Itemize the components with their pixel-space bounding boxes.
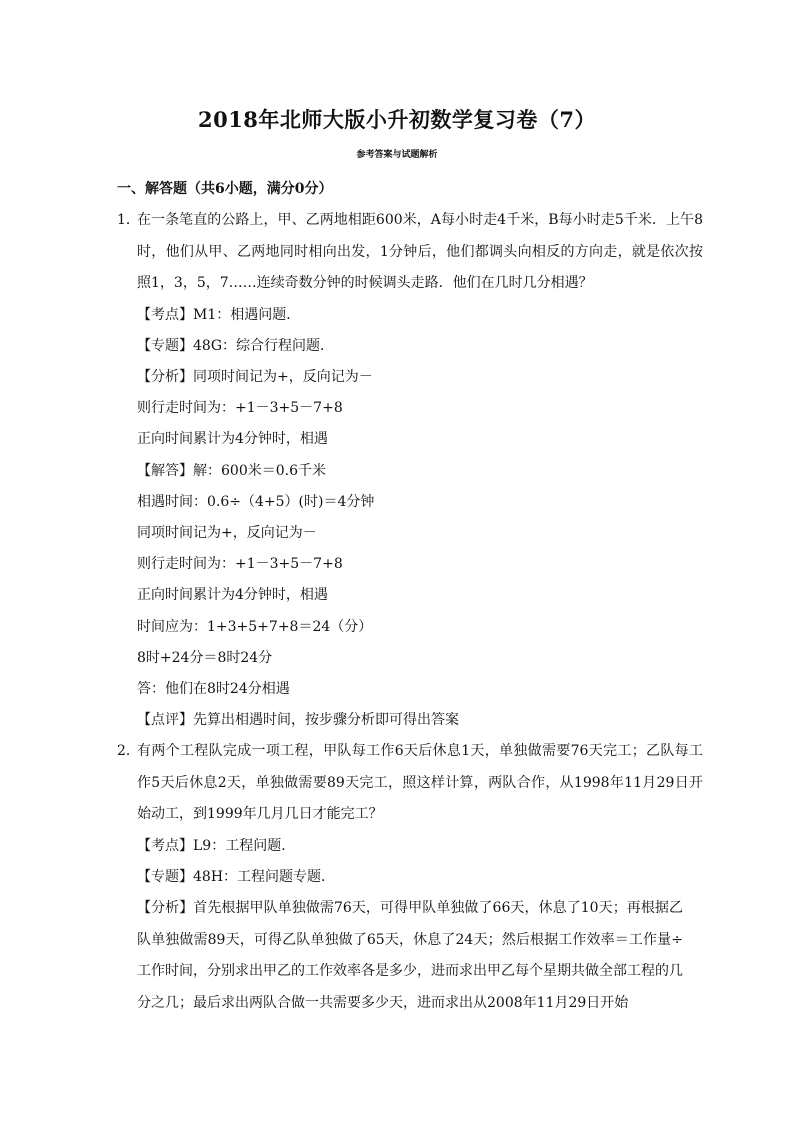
solution-step: 8时+24分＝8时24分 bbox=[137, 649, 273, 666]
final-answer: 答：他们在8时24分相遇 bbox=[137, 680, 290, 697]
knowledge-point-line: 【考点】L9：工程问题． bbox=[137, 837, 296, 854]
analysis-paragraph: 【分析】首先根据甲队单独做需76天，可得甲队单独做了66天，休息了10天；再根据乙队单独做需89天，可得乙队单独做了65天，休息了24天；然后根据工作效率＝工作量÷工作时间，分别求出甲乙的工作效率各是多少，进而求出甲乙每个星期共做全部工程的几分之几；最后求出两队合做一共需要多少天，进而求出从2008年11月29日开始 bbox=[137, 900, 683, 1011]
question-1 bbox=[117, 205, 703, 300]
solution-step: 正向时间累计为4分钟时，相遇 bbox=[137, 587, 328, 604]
topic-line: 【专题】48G：综合行程问题． bbox=[137, 337, 334, 354]
question-text: 在一条笔直的公路上，甲、乙两地相距600米，A每小时走4千米，B每小时走5千米．上午8时，他们从甲、乙两地同时相向出发，1分钟后，他们都调头向相反的方向走，就是依次按照1，3，5，7……连续奇数分钟的时候调头走路．他们在几时几分相遇？ bbox=[137, 212, 703, 291]
document-title: 2018年北师大版小升初数学复习卷（7） bbox=[197, 107, 597, 132]
topic-line: 【专题】48H：工程问题专题． bbox=[137, 869, 336, 886]
solution-step: 时间应为：1+3+5+7+8＝24（分） bbox=[137, 618, 373, 635]
question-2 bbox=[117, 736, 703, 831]
document-content bbox=[0, 205, 794, 1019]
question-text: 有两个工程队完成一项工程，甲队每工作6天后休息1天，单独做需要76天完工；乙队每工作5天后休息2天，单独做需要89天完工，照这样计算，两队合作，从1998年11月29日开始动工，到1999年几月几日才能完工？ bbox=[137, 743, 703, 823]
knowledge-point-line: 【考点】M1：相遇问题． bbox=[137, 306, 301, 323]
document-subtitle: 参考答案与试题解析 bbox=[356, 150, 438, 160]
comment-line: 【点评】先算出相遇时间，按步骤分析即可得出答案 bbox=[137, 712, 459, 729]
answer-line: 【解答】解：600米＝0.6千米 bbox=[137, 462, 326, 479]
solution-step: 相遇时间：0.6÷（4+5）(时)＝4分钟 bbox=[137, 493, 375, 510]
solution-step: 正向时间累计为4分钟时，相遇 bbox=[137, 431, 328, 448]
solution-step: 则行走时间为：+1－3+5－7+8 bbox=[137, 400, 343, 417]
question-number: 1． bbox=[117, 212, 140, 228]
section-heading: 一、解答题（共6小题，满分0分） bbox=[117, 181, 333, 197]
analysis-line: 【分析】同项时间记为+，反向记为－ bbox=[137, 368, 373, 385]
question-number: 2． bbox=[117, 743, 140, 760]
solution-step: 则行走时间为：+1－3+5－7+8 bbox=[137, 556, 343, 573]
solution-step: 同项时间记为+，反向记为－ bbox=[137, 524, 317, 541]
